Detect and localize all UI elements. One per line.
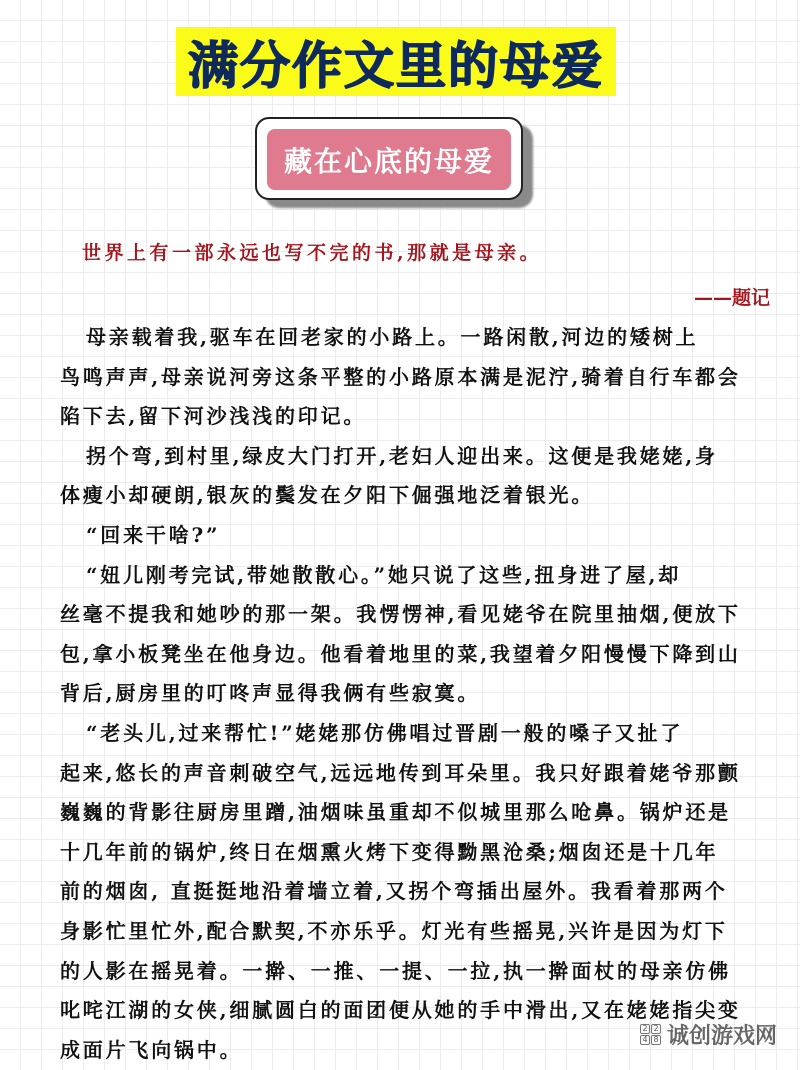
body-line: 母亲载着我,驱车在回老家的小路上。一路闲散,河边的矮树上 — [86, 325, 699, 349]
watermark-text: 诚创游戏网 — [667, 1024, 778, 1049]
body-line: 身影忙里忙外,配合默契,不亦乐乎。灯光有些摇晃,兴许是因为灯下 — [60, 918, 728, 943]
body-line: 巍巍的背影往厨房里蹭,油烟味虽重却不似城里那么呛鼻。锅炉还是 — [60, 800, 731, 825]
page-title: 满分作文里的母爱 — [188, 36, 604, 95]
watermark-digit: 2 — [651, 1024, 661, 1034]
subtitle-frame — [255, 117, 523, 200]
body-line: “回来干啥?” — [86, 522, 221, 547]
essay-body — [60, 318, 780, 1070]
body-line: 的人影在摇晃着。一擀、一推、一提、一拉,执一擀面杖的母亲仿佛 — [60, 958, 731, 983]
watermark-logo-icon — [640, 1024, 661, 1045]
body-line: 叱咤江湖的女侠,细腻圆白的面团便从她的手中滑出,又在姥姥指尖变 — [60, 998, 741, 1023]
epigraph-source: ——题记 — [693, 287, 770, 309]
body-line: 背后,厨房里的叮咚声显得我俩有些寂寞。 — [60, 681, 481, 706]
watermark-digit: 8 — [651, 1035, 661, 1045]
body-line: 鸟鸣声声,母亲说河旁这条平整的小路原本满是泥泞,骑着自行车都会 — [60, 364, 741, 389]
body-line: 陷下去,留下河沙浅浅的印记。 — [60, 404, 367, 429]
watermark — [640, 1019, 777, 1050]
body-line: “老头儿,过来帮忙!”姥姥那仿佛唱过晋剧一般的嗓子又扯了 — [86, 720, 684, 745]
body-line: 体瘦小却硬朗,银灰的鬓发在夕阳下倔强地泛着银光。 — [60, 483, 595, 508]
body-line: 包,拿小板凳坐在他身边。他看着地里的菜,我望着夕阳慢慢下降到山 — [60, 641, 741, 666]
body-line: “妞儿刚考完试,带她散散心。”她只说了这些,扭身进了屋,却 — [86, 562, 682, 587]
title-banner — [176, 27, 616, 96]
watermark-digit: 4 — [640, 1035, 650, 1045]
subtitle-badge — [267, 129, 511, 190]
body-line: 起来,悠长的声音刺破空气,远远地传到耳朵里。我只好跟着姥爷那颤 — [60, 760, 741, 785]
body-line: 成面片飞向锅中。 — [60, 1037, 243, 1062]
body-line: 拐个弯,到村里,绿皮大门打开,老妇人迎出来。这便是我姥姥,身 — [86, 443, 718, 468]
watermark-digit: 2 — [640, 1024, 650, 1034]
body-line: 丝毫不提我和她吵的那一架。我愣愣神,看见姥爷在院里抽烟,便放下 — [60, 602, 741, 627]
subtitle-text: 藏在心底的母爱 — [283, 144, 494, 178]
body-line: 十几年前的锅炉,终日在烟熏火烤下变得黝黑沧桑;烟囱还是十几年 — [60, 839, 719, 864]
body-line: 前的烟囱, 直挺挺地沿着墙立着,又拐个弯插出屋外。我看着那两个 — [60, 879, 728, 904]
epigraph-text: 世界上有一部永远也写不完的书,那就是母亲。 — [82, 242, 543, 264]
